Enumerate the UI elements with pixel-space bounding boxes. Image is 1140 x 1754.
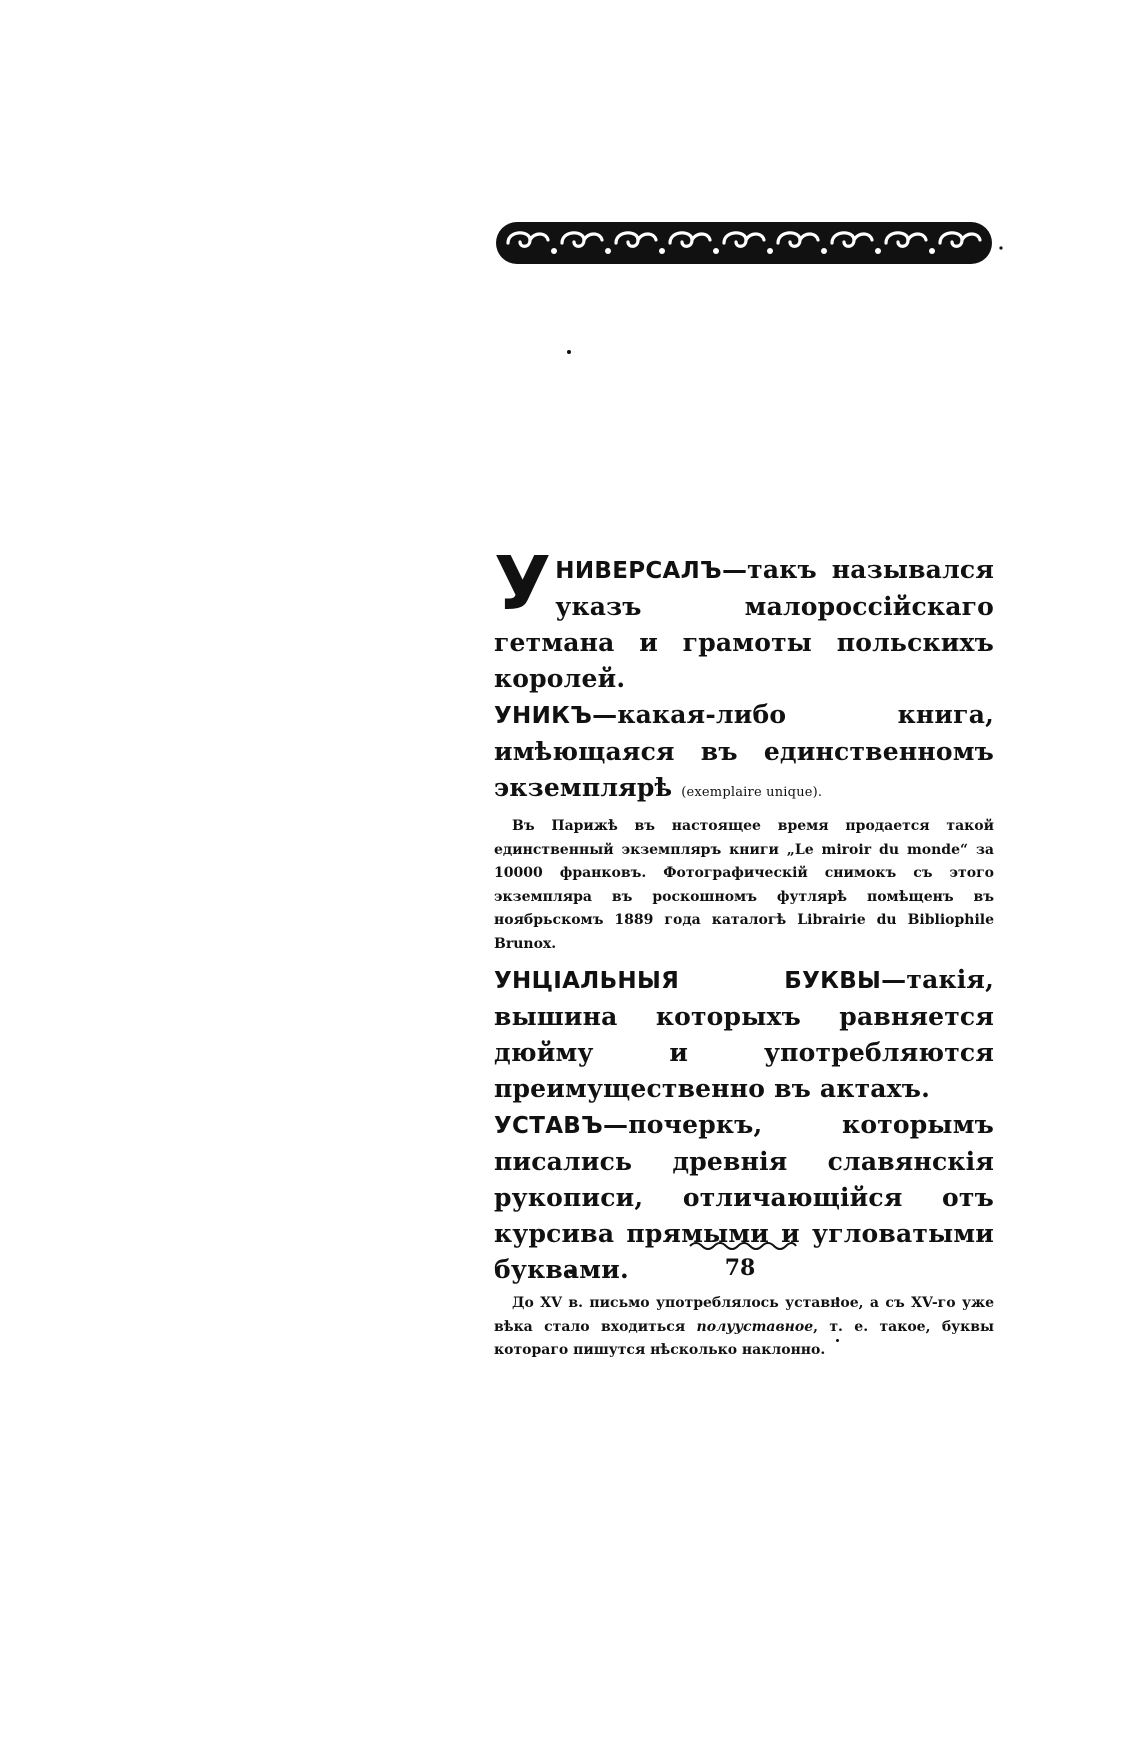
print-speck: [567, 350, 571, 354]
entry-french-gloss: (exemplaire unique).: [681, 785, 823, 800]
note-italic-term: полууставное: [696, 1318, 814, 1335]
entry-term: УНИКЪ: [494, 703, 593, 729]
entry-definition: —почеркъ, которымъ писались древнія славянскія рукописи, отличающійся отъ курсива прямыми и угловатыми буквами.: [494, 1110, 994, 1284]
entry-universal: [494, 541, 994, 697]
entry-term: УСТАВЪ: [494, 1113, 604, 1139]
entry-definition: —такія, вышина которыхъ равняется дюйму и употребляются преимущественно въ актахъ.: [494, 965, 994, 1103]
entry-unik: [494, 697, 994, 811]
ornamental-header-band: [494, 218, 1006, 268]
entry-note: [494, 1292, 994, 1363]
entry-definition: —такъ назывался указъ малороссійскаго гетмана и грамоты польскихъ королей.: [494, 555, 994, 693]
entry-term: УНЦІАЛЬНЫЯ БУКВЫ: [494, 968, 882, 994]
drop-cap: У: [494, 541, 552, 627]
note-text: До XV в. письмо употреблялось уставное, а съ XV-го уже вѣка стало входиться: [494, 1295, 994, 1335]
entry-term: НИВЕРСАЛЪ: [555, 558, 722, 584]
entry-note: Въ Парижѣ въ настоящее время продается такой единственный экземпляръ книги „Le miroir du monde“ за 10000 франковъ. Фотографическій снимокъ съ этого экземпляра въ роскошномъ футлярѣ помѣщенъ въ ноябрьскомъ 1889 года каталогѣ Librairie du Bibliophile Brunox.: [494, 818, 994, 952]
note-text: , т. е. такое, буквы котораго пишутся нѣсколько наклонно.: [494, 1318, 994, 1358]
page-number: 78: [724, 1255, 756, 1281]
entry-uncial-letters: [494, 962, 994, 1107]
entry-definition: —какая-либо книга, имѣющаяся въ единственномъ экземплярѣ: [494, 700, 994, 802]
footer-wave-ornament: [688, 1238, 798, 1254]
